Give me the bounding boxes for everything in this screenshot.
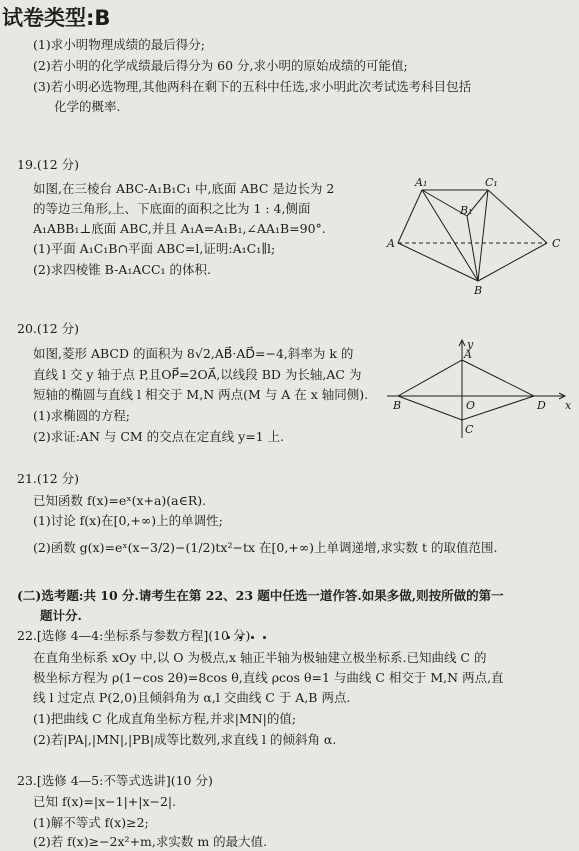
top-part-3-cont: 化学的概率. <box>54 99 121 114</box>
label-A: A <box>464 348 472 361</box>
q21-head: 21.(12 分) <box>17 471 80 486</box>
q19-line-3: A₁ABB₁⊥底面 ABC,并且 A₁A=A₁B₁,∠AA₁B=90°. <box>33 221 326 236</box>
q20-line-3: 短轴的椭圆与直线 l 相交于 M,N 两点(M 与 A 在 x 轴同侧). <box>33 387 369 402</box>
q20-line-2: 直线 l 交 y 轴于点 P,且OP⃗=2OA⃗,以线段 BD 为长轴,AC 为 <box>33 367 362 382</box>
q22-line-3: 线 l 过定点 P(2,0)且倾斜角为 α,l 交曲线 C 于 A,B 两点. <box>33 690 351 705</box>
q22-line-5: (2)若|PA|,|MN|,|PB|成等比数列,求直线 l 的倾斜角 α. <box>33 732 337 747</box>
label-D: D <box>537 399 546 412</box>
q23-line-2: (1)解不等式 f(x)≥2; <box>33 815 149 830</box>
q20-rhombus-figure <box>385 336 575 441</box>
q19-line-4: (1)平面 A₁C₁B∩平面 ABC=l,证明:A₁C₁∥l; <box>33 241 276 256</box>
top-part-3: (3)若小明必选物理,其他两科在剩下的五科中任选,求小明此次考试选考科目包括 <box>33 79 472 94</box>
q20-line-5: (2)求证:AN 与 CM 的交点在定直线 y=1 上. <box>33 429 285 444</box>
elective-instruction-cont: 题计分. <box>40 608 82 623</box>
label-C: C <box>552 237 561 250</box>
label-C1: C₁ <box>485 176 498 189</box>
q20-line-1: 如图,菱形 ABCD 的面积为 8√2,AB⃗·AD⃗=−4,斜率为 k 的 <box>33 346 354 361</box>
label-A: A <box>387 237 395 250</box>
elective-instruction: (二)选考题:共 10 分.请考生在第 22、23 题中任选一道作答.如果多做,则按所做的第一 <box>17 588 504 603</box>
q19-line-5: (2)求四棱锥 B-A₁ACC₁ 的体积. <box>33 262 211 277</box>
q21-line-2: (1)讨论 f(x)在[0,+∞)上的单调性; <box>33 513 223 528</box>
q21-line-1: 已知函数 f(x)=eˣ(x+a)(a∈R). <box>33 493 207 508</box>
q22-head: 22.[选修 4—4:坐标系与参数方程](10 分) <box>17 628 251 643</box>
q22-line-4: (1)把曲线 C 化成直角坐标方程,并求|MN|的值; <box>33 711 297 726</box>
label-O: O <box>466 399 476 412</box>
label-B: B <box>393 399 402 412</box>
paper-type-header: 试卷类型:B <box>2 6 111 30</box>
axis-label-y: y <box>467 338 474 351</box>
top-part-2: (2)若小明的化学成绩最后得分为 60 分,求小明的原始成绩的可能值; <box>33 58 408 73</box>
q23-line-1: 已知 f(x)=|x−1|+|x−2|. <box>33 794 177 809</box>
label-B1: B₁ <box>460 204 473 217</box>
axis-label-x: x <box>565 399 572 412</box>
q19-head: 19.(12 分) <box>17 157 80 172</box>
label-A1: A₁ <box>415 176 428 189</box>
q20-head: 20.(12 分) <box>17 321 80 336</box>
q20-line-4: (1)求椭圆的方程; <box>33 408 130 423</box>
q19-frustum-figure <box>385 172 575 300</box>
q19-line-1: 如图,在三棱台 ABC-A₁B₁C₁ 中,底面 ABC 是边长为 2 <box>33 181 335 196</box>
frustum-solid-edges <box>398 190 547 281</box>
label-B: B <box>474 284 483 297</box>
q21-line-3: (2)函数 g(x)=eˣ(x−3/2)−(1/2)tx²−tx 在[0,+∞)上单调递增,求实数 t 的取值范围. <box>33 540 498 555</box>
q23-head: 23.[选修 4—5:不等式选讲](10 分) <box>17 773 213 788</box>
q22-line-2: 极坐标方程为 ρ(1−cos 2θ)=8cos θ,直线 ρcos θ=1 与曲线 C 相交于 M,N 两点,直 <box>33 670 504 685</box>
q19-line-2: 的等边三角形,上、下底面的面积之比为 1 : 4,侧面 <box>33 201 311 216</box>
top-part-1: (1)求小明物理成绩的最后得分; <box>33 37 205 52</box>
label-C: C <box>465 423 474 436</box>
q23-line-3: (2)若 f(x)≥−2x²+m,求实数 m 的最大值. <box>33 834 268 849</box>
q22-line-1: 在直角坐标系 xOy 中,以 O 为极点,x 轴正半轴为极轴建立极坐标系.已知曲线 C 的 <box>33 650 487 665</box>
